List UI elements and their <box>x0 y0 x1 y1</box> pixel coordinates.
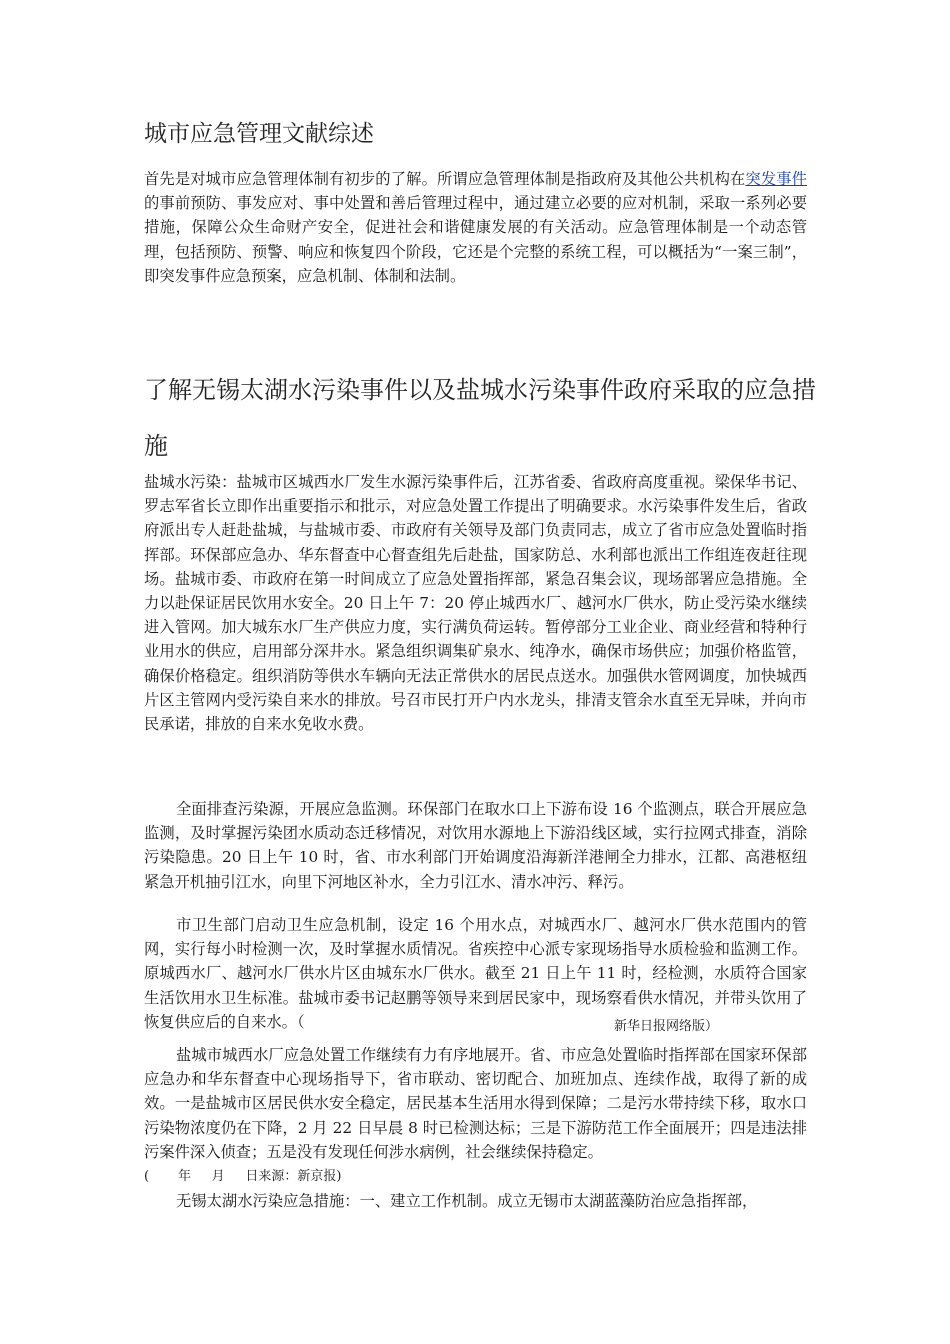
monitoring-paragraph: 全面排查污染源，开展应急监测。环保部门在取水口上下游布设 16 个监测点，联合开展应急监测，及时掌握污染团水质动态迁移情况，对饮用水源地上下游沿线区域，实行拉网式排查，消除污染隐患。20 日上午 10 时，省、市水利部门开始调度沿海新洋港闸全力排水，江都、高港枢纽紧急开机抽引江水，向里下河地区补水，全力引江水、清水冲污、释污。 <box>144 800 807 891</box>
source-xinjing: ( 年 月 日来源：新京报) <box>144 1169 342 1184</box>
intro-paragraph <box>144 167 807 288</box>
wuxi-paragraph: 无锡太湖水污染应急措施：一、建立工作机制。成立无锡市太湖蓝藻防治应急指挥部， <box>176 1192 758 1210</box>
yancheng-paragraph: 盐城水污染：盐城市区城西水厂发生水源污染事件后，江苏省委、省政府高度重视。梁保华书记、罗志军省长立即作出重要指示和批示，对应急处置工作提出了明确要求。水污染事件发生后，省政府派出专人赶赴盐城，与盐城市委、市政府有关领导及部门负责同志，成立了省市应急处置临时指挥部。环保部应急办、华东督查中心督查组先后赴盐，国家防总、水利部也派出工作组连夜赶往现场。盐城市委、市政府在第一时间成立了应急处置指挥部，紧急召集会议，现场部署应急措施。全力以赴保证居民饮用水安全。20 日上午 7：20 停止城西水厂、越河水厂供水，防止受污染水继续进入管网。加大城东水厂生产供应力度，实行满负荷运转。暂停部分工业企业、商业经营和特种行业用水的供应，启用部分深井水。紧急组织调集矿泉水、纯净水，确保市场供应；加强价格监管，确保价格稳定。组织消防等供水车辆向无法正常供水的居民点送水。加强供水管网调度，加快城西片区主管网内受污染自来水的排放。号召市民打开户内水龙头，排清支管余水直至无异味，并向市民承诺，排放的自来水免收水费。 <box>144 473 807 734</box>
followup-paragraph: 盐城市城西水厂应急处置工作继续有力有序地展开。省、市应急处置临时指挥部在国家环保部应急办和华东督查中心现场指导下，省市联动、密切配合、加班加点、连续作战，取得了新的成效。一是盐城市区居民供水安全稳定，居民基本生活用水得到保障；二是污水带持续下移，取水口污染物浓度仍在下降，2 月 22 日早晨 8 时已检测达标；三是下游防范工作全面展开；四是违法排污案件深入侦查；五是没有发现任何涉水病例，社会继续保持稳定。 <box>144 1046 807 1161</box>
intro-text-after: 的事前预防、事发应对、事中处置和善后管理过程中，通过建立必要的应对机制，采取一系列必要措施，保障公众生命财产安全，促进社会和谐健康发展的有关活动。应急管理体制是一个动态管理，包括预防、预警、响应和恢复四个阶段，它还是个完整的系统工程，可以概括为“一案三制”，即突发事件应急预案，应急机制、体制和法制。 <box>144 194 807 285</box>
health-paragraph: 市卫生部门启动卫生应急机制，设定 16 个用水点，对城西水厂、越河水厂供水范围内的管网，实行每小时检测一次，及时掌握水质情况。省疾控中心派专家现场指导水质检验和监测工作。原城西水厂、越河水厂供水片区由城东水厂供水。截至 21 日上午 11 时，经检测，水质符合国家生活饮用水卫生标准。盐城市委书记赵鹏等领导来到居民家中，现场察看供水情况，并带头饮用了恢复供应后的自来水。（ <box>144 916 807 1031</box>
section-title-pollution-events: 了解无锡太湖水污染事件以及盐城水污染事件政府采取的应急措施 <box>144 376 816 460</box>
section-title-urban-emergency: 城市应急管理文献综述 <box>144 121 374 147</box>
source-xinhua: 新华日报网络版） <box>614 1019 719 1034</box>
intro-text-before: 首先是对城市应急管理体制有初步的了解。所谓应急管理体制是指政府及其他公共机构在 <box>144 170 746 188</box>
emergency-event-link[interactable]: 突发事件 <box>745 170 807 188</box>
